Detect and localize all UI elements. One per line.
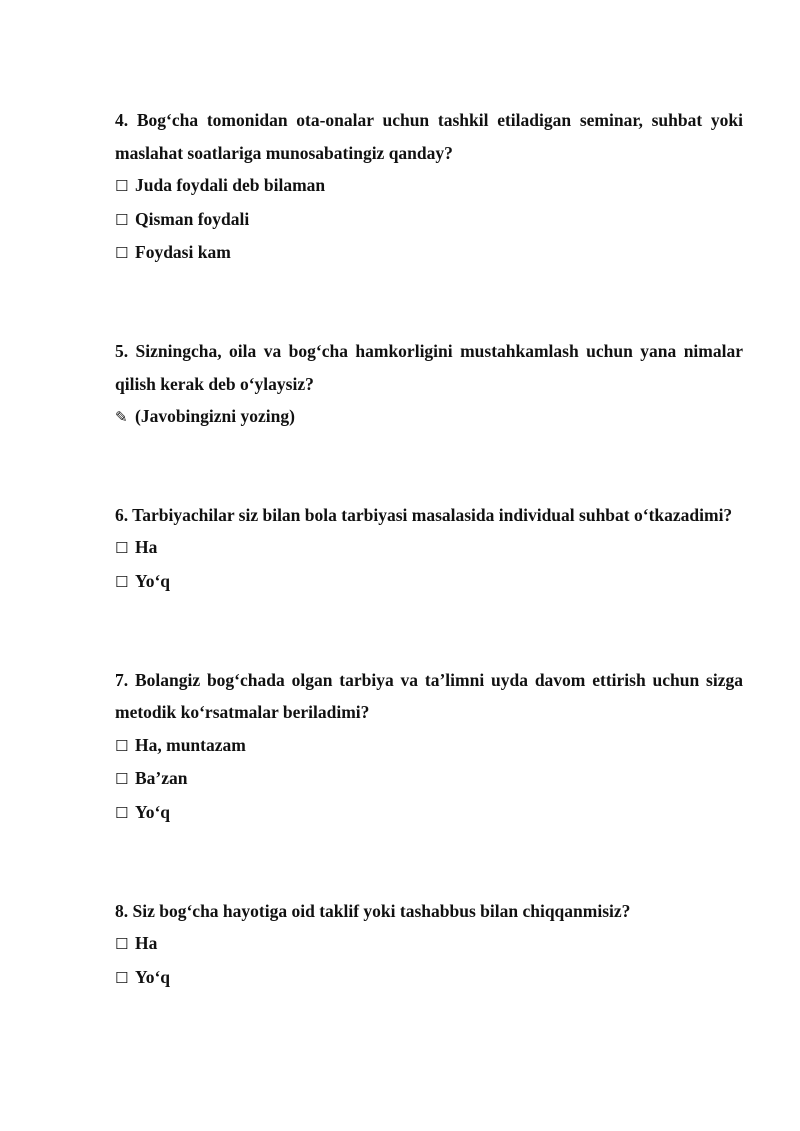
- checkbox-icon[interactable]: ☐: [115, 539, 129, 558]
- option-q4-3[interactable]: [115, 236, 743, 270]
- pencil-icon: ✎: [115, 408, 128, 427]
- checkbox-icon[interactable]: ☐: [115, 244, 129, 263]
- option-label: Ba’zan: [135, 768, 188, 789]
- question-block-6: [115, 499, 743, 599]
- option-q8-2[interactable]: [115, 961, 743, 995]
- checkbox-icon[interactable]: ☐: [115, 770, 129, 789]
- option-label: Ha: [135, 537, 158, 558]
- answer-prompt-label: (Javobingizni yozing): [135, 406, 295, 427]
- questionnaire-page: [115, 104, 743, 994]
- checkbox-icon[interactable]: ☐: [115, 177, 129, 196]
- checkbox-icon[interactable]: ☐: [115, 803, 129, 822]
- question-block-5: [115, 335, 743, 434]
- option-label: Juda foydali deb bilaman: [135, 175, 326, 196]
- option-label: Yo‘q: [135, 966, 171, 987]
- option-q8-1[interactable]: [115, 927, 743, 961]
- question-6-text: 6. Tarbiyachilar siz bilan bola tarbiyasi masalasida individual suhbat o‘tkazadimi?: [115, 504, 733, 525]
- answer-prompt[interactable]: [115, 400, 743, 434]
- question-block-4: [115, 104, 743, 270]
- checkbox-icon[interactable]: ☐: [115, 210, 129, 229]
- option-label: Foydasi kam: [135, 242, 231, 263]
- option-label: Ha, muntazam: [135, 734, 246, 755]
- option-label: Ha: [135, 933, 158, 954]
- option-label: Yo‘q: [135, 570, 171, 591]
- option-q6-2[interactable]: [115, 565, 743, 599]
- checkbox-icon[interactable]: ☐: [115, 572, 129, 591]
- option-q7-2[interactable]: [115, 762, 743, 796]
- checkbox-icon[interactable]: ☐: [115, 736, 129, 755]
- option-label: Qisman foydali: [135, 208, 250, 229]
- option-q4-2[interactable]: [115, 203, 743, 237]
- option-q4-1[interactable]: [115, 169, 743, 203]
- option-label: Yo‘q: [135, 801, 171, 822]
- question-5-text: 5. Sizningcha, oila va bog‘cha hamkorligini mustahkamlash uchun yana nimalar qilish kerak deb o‘ylaysiz?: [115, 340, 743, 394]
- checkbox-icon[interactable]: ☐: [115, 935, 129, 954]
- option-q7-1[interactable]: [115, 729, 743, 763]
- question-block-7: [115, 664, 743, 830]
- checkbox-icon[interactable]: ☐: [115, 968, 129, 987]
- question-4-text: 4. Bog‘cha tomonidan ota-onalar uchun tashkil etiladigan seminar, suhbat yoki maslahat soatlariga munosabatingiz qanday?: [115, 110, 743, 163]
- question-8-text: 8. Siz bog‘cha hayotiga oid taklif yoki tashabbus bilan chiqqanmisiz?: [115, 900, 631, 921]
- option-q6-1[interactable]: [115, 531, 743, 565]
- question-7-text: 7. Bolangiz bog‘chada olgan tarbiya va ta’limni uyda davom ettirish uchun sizga metodik ko‘rsatmalar beriladimi?: [115, 669, 743, 723]
- option-q7-3[interactable]: [115, 796, 743, 830]
- question-block-8: [115, 895, 743, 995]
